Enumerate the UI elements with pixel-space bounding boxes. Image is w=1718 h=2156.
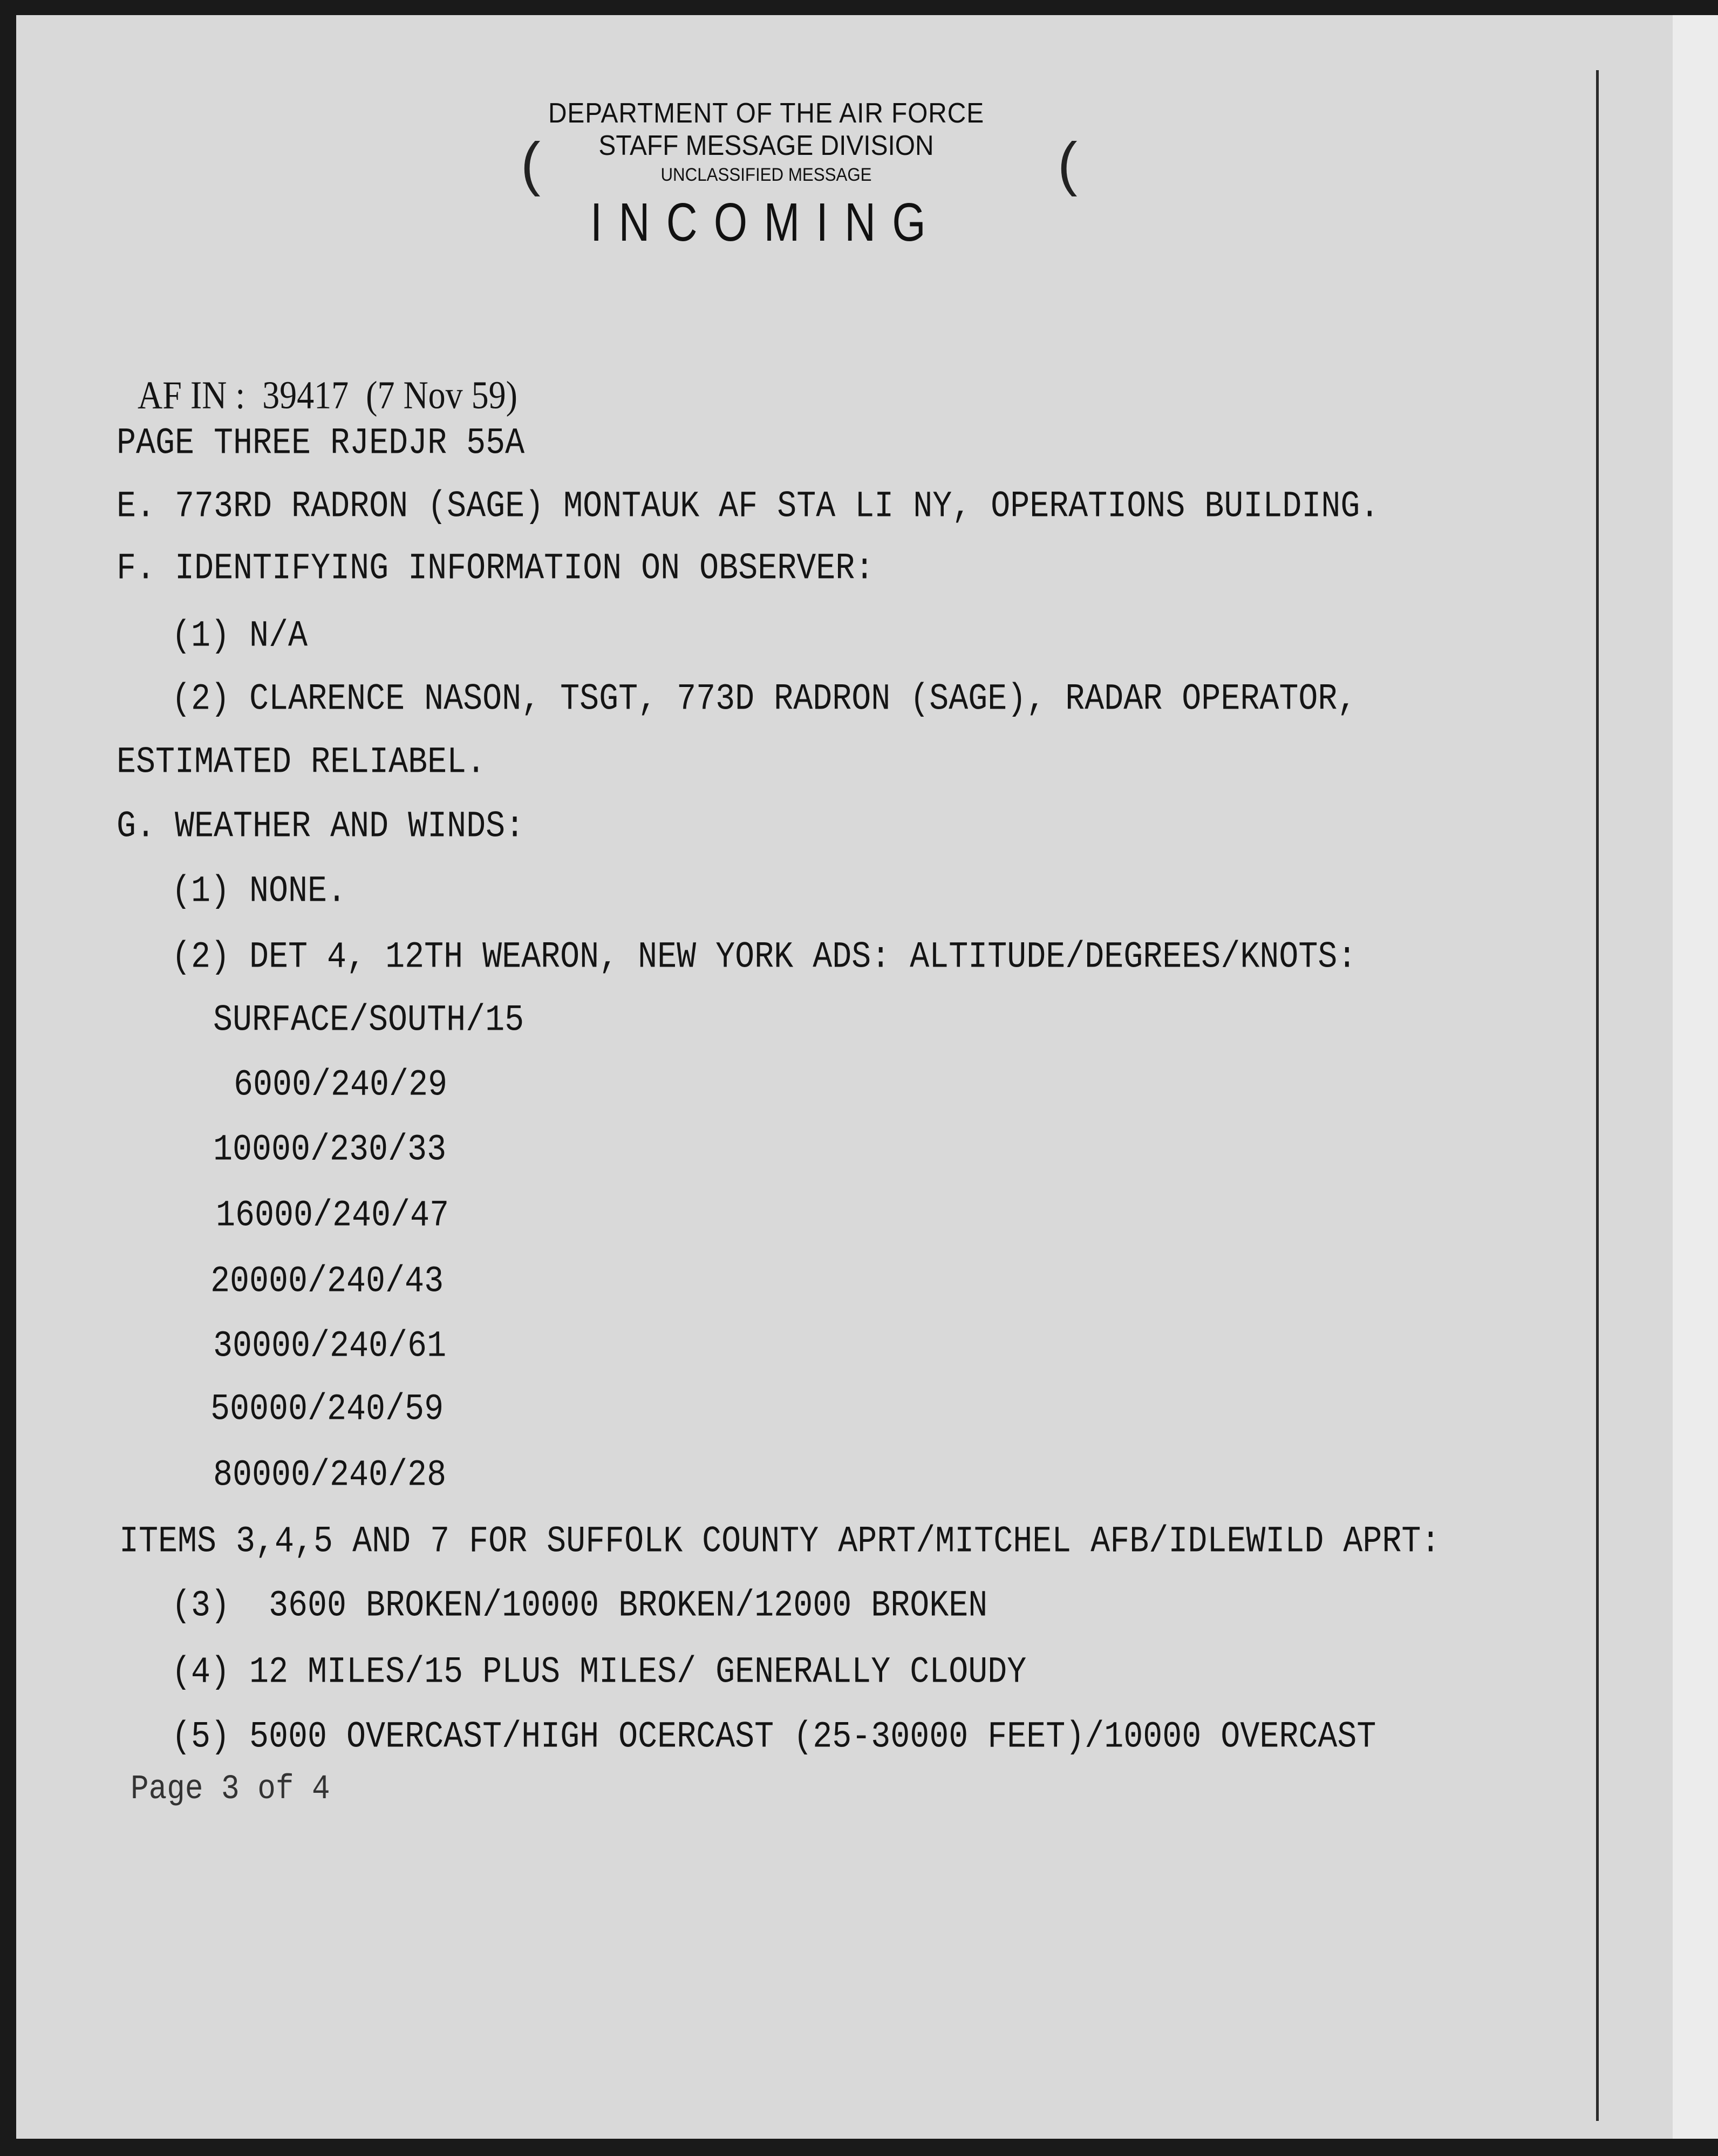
punch-hole-mark-right: (	[1058, 131, 1078, 197]
wind-row: 10000/230/33	[213, 1129, 447, 1172]
department-heading: DEPARTMENT OF THE AIR FORCE	[548, 98, 985, 129]
division-heading: STAFF MESSAGE DIVISION	[598, 130, 934, 161]
message-line: ESTIMATED RELIABEL.	[117, 742, 486, 784]
wind-row: 6000/240/29	[234, 1064, 448, 1107]
classification-label: UNCLASSIFIED MESSAGE	[660, 165, 872, 185]
wind-row: 20000/240/43	[210, 1261, 444, 1303]
wind-row: SURFACE/SOUTH/15	[213, 999, 524, 1042]
page-number: Page 3 of 4	[131, 1769, 330, 1809]
wind-row: 80000/240/28	[213, 1454, 447, 1497]
wind-row: 30000/240/61	[213, 1325, 447, 1368]
message-line: (1) NONE.	[172, 870, 347, 913]
message-line: (2) CLARENCE NASON, TSGT, 773D RADRON (SAGE), RADAR OPERATOR,	[172, 678, 1357, 721]
message-line: G. WEATHER AND WINDS:	[117, 806, 525, 848]
page-edge	[1673, 15, 1718, 2139]
message-line: F. IDENTIFYING INFORMATION ON OBSERVER:	[117, 548, 875, 590]
message-line: PAGE THREE RJEDJR 55A	[117, 423, 525, 465]
message-line: (3) 3600 BROKEN/10000 BROKEN/12000 BROKEN	[172, 1585, 988, 1628]
af-in-number: AF IN : 39417 (7 Nov 59)	[138, 373, 517, 417]
margin-rule	[1596, 70, 1599, 2121]
message-line: (2) DET 4, 12TH WEARON, NEW YORK ADS: ALTITUDE/DEGREES/KNOTS:	[172, 936, 1357, 979]
incoming-title: INCOMING	[590, 192, 943, 253]
message-line: E. 773RD RADRON (SAGE) MONTAUK AF STA LI NY, OPERATIONS BUILDING.	[117, 486, 1380, 528]
message-line: ITEMS 3,4,5 AND 7 FOR SUFFOLK COUNTY APRT/MITCHEL AFB/IDLEWILD APRT:	[119, 1521, 1441, 1563]
wind-row: 50000/240/59	[210, 1389, 444, 1431]
punch-hole-mark-left: (	[521, 131, 541, 197]
message-line: (4) 12 MILES/15 PLUS MILES/ GENERALLY CLOUDY	[172, 1651, 1027, 1694]
wind-row: 16000/240/47	[216, 1195, 449, 1237]
message-line: (1) N/A	[172, 615, 308, 658]
message-line: (5) 5000 OVERCAST/HIGH OCERCAST (25-30000 FEET)/10000 OVERCAST	[172, 1716, 1376, 1759]
